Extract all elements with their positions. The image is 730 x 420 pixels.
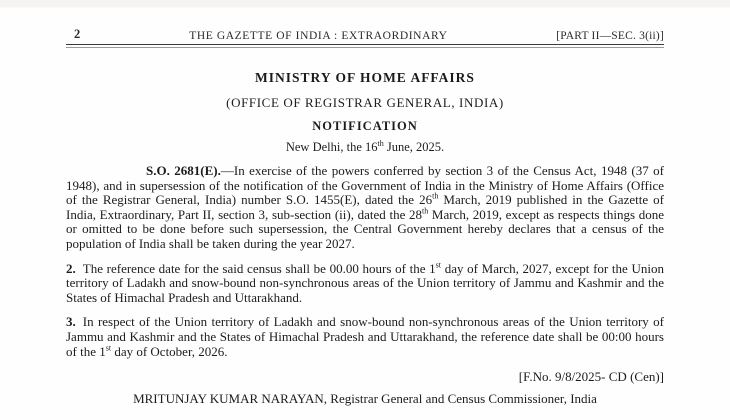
masthead bbox=[0, 70, 730, 155]
paragraph-2 bbox=[66, 262, 664, 306]
ordinal-superscript: th bbox=[432, 191, 439, 201]
dateline-text: New Delhi, the 16 bbox=[285, 140, 378, 154]
paragraph-3 bbox=[66, 315, 664, 359]
gazette-title: THE GAZETTE OF INDIA : EXTRAORDINARY bbox=[189, 30, 448, 42]
paragraph-number: 2. bbox=[66, 260, 76, 276]
header-double-rule bbox=[66, 44, 664, 48]
part-section-ref: [PART II—SEC. 3(ii)] bbox=[556, 30, 664, 42]
para1-text: March, 2019 published in the Gazette of India, Extraordinary, Part II, section 3, sub-section (ii), dated the 28 bbox=[66, 192, 664, 222]
scan-edge-strip bbox=[0, 0, 730, 8]
running-header bbox=[66, 27, 664, 42]
para2-text: The reference date for the said census shall be 00.00 hours of the 1 bbox=[82, 260, 436, 276]
dateline-text: June, 2025. bbox=[383, 140, 445, 154]
office-heading: (OFFICE OF REGISTRAR GENERAL, INDIA) bbox=[226, 95, 504, 110]
signatory-line: MRITUNJAY KUMAR NARAYAN, Registrar General and Census Commissioner, India bbox=[133, 391, 597, 407]
para3-text: day of October, 2026. bbox=[111, 343, 228, 359]
ordinal-superscript: th bbox=[377, 138, 384, 148]
para3-text: In respect of the Union territory of Ladakh and snow-bound non-synchronous areas of the Union territory of Jammu and Kashmir and the States of Himachal Pradesh and Uttarakhand, the reference date shall be 00:00 hours of the 1 bbox=[66, 314, 664, 359]
para1-text: March, 2019, except as respects things done or omitted to be done before such supersession, the Central Government hereby declares that a census of the population of India shall be taken during the year 2027. bbox=[66, 206, 665, 251]
dateline bbox=[0, 140, 730, 155]
paragraph-so-2681 bbox=[66, 164, 664, 252]
page-number: 2 bbox=[74, 27, 81, 41]
ordinal-superscript: th bbox=[422, 206, 429, 216]
file-number: [F.No. 9/8/2025- CD (Cen)] bbox=[518, 369, 664, 385]
ordinal-superscript: st bbox=[435, 260, 442, 270]
ordinal-superscript: st bbox=[105, 343, 112, 353]
paragraph-number: 3. bbox=[66, 314, 76, 330]
notification-body bbox=[66, 164, 664, 359]
para2-text: day of March, 2027, except for the Union territory of Ladakh and snow-bound non-synchronous areas of the Union territory of Jammu and Kashmir and the States of Himachal Pradesh and Uttarakhand. bbox=[66, 260, 664, 305]
para1-text: —In exercise of the powers conferred by section 3 of the Census Act, 1948 (37 of 1948), and in supersession of the notification of the Government of India in the Ministry of Home Affairs (Office of the Registrar General, India) number S.O. 1455(E), dated the 26 bbox=[66, 163, 664, 208]
so-number: S.O. 2681(E). bbox=[146, 163, 221, 178]
ministry-heading: MINISTRY OF HOME AFFAIRS bbox=[255, 70, 475, 85]
notification-heading: NOTIFICATION bbox=[312, 119, 418, 133]
